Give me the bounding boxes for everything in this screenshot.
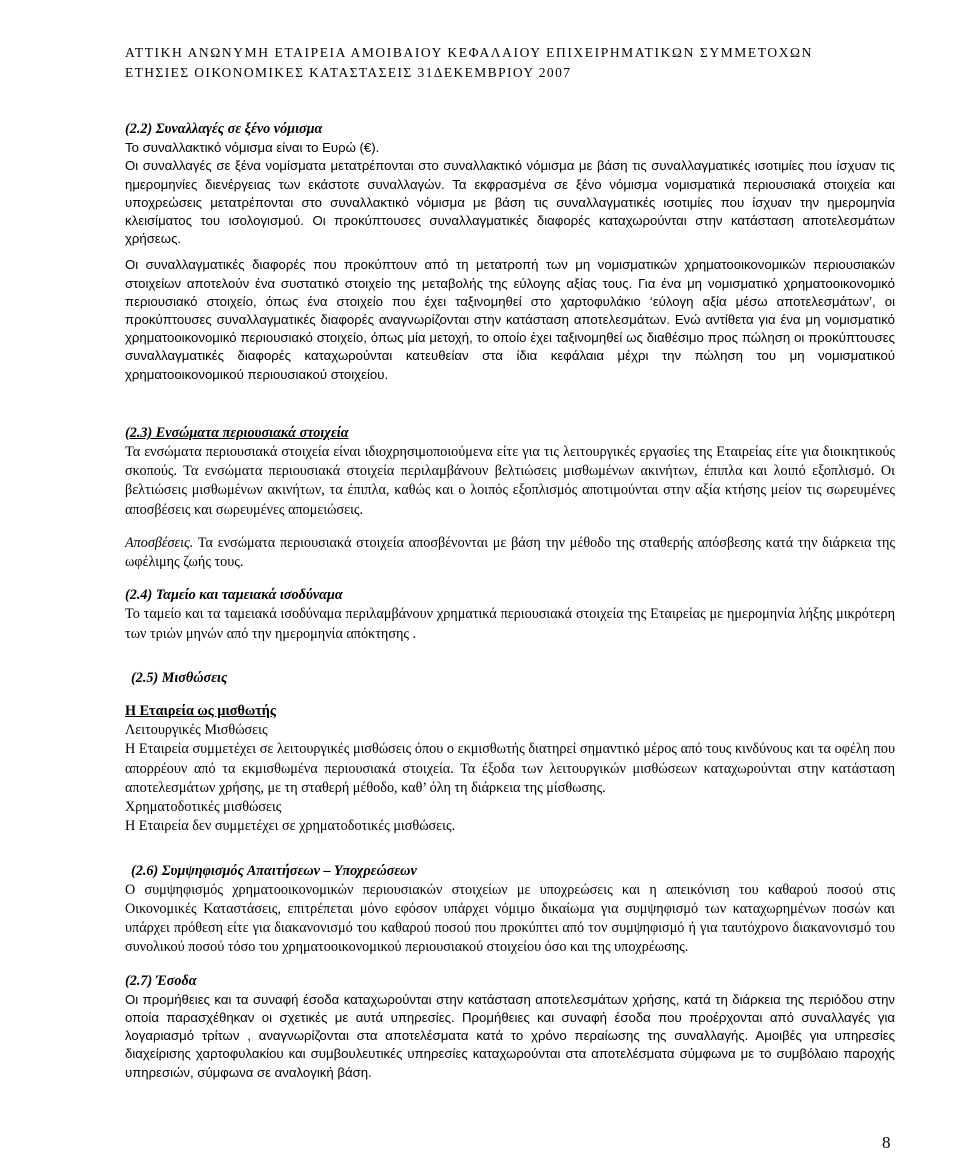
page-number: 8 [882, 1133, 891, 1152]
document-body [125, 120, 895, 1082]
page-header [125, 44, 925, 82]
section-heading-2-3: (2.3) Ενσώματα περιουσιακά στοιχεία [125, 424, 349, 441]
paragraph: Λειτουργικές Μισθώσεις [125, 722, 268, 739]
header-company-name: ΑΤΤΙΚΗ ΑΝΩΝΥΜΗ ΕΤΑΙΡΕΙΑ ΑΜΟΙΒΑΙΟΥ ΚΕΦΑΛΑΙΟΥ ΕΠΙΧΕΙΡΗΜΑΤΙΚΩΝ ΣΥΜΜΕΤΟΧΩΝ [125, 45, 814, 60]
subheading-lessee: Η Εταιρεία ως μισθωτής [125, 703, 276, 720]
section-heading-2-7: (2.7) Έσοδα [125, 972, 197, 989]
paragraph: Το ταμείο και τα ταμειακά ισοδύναμα περιλαμβάνουν χρηματικά περιουσιακά στοιχεία της Εταιρείας με ημερομηνία λήξης μικρότερη των τριών μηνών από την ημερομηνία απόκτησης . [125, 606, 895, 642]
paragraph: Χρηματοδοτικές μισθώσεις [125, 799, 282, 816]
paragraph: Ο συμψηφισμός χρηματοοικονομικών περιουσιακών στοιχείων με υποχρεώσεις και η απεικόνιση του καθαρού ποσού στις Οικονομικές Καταστάσεις, επιτρέπεται μόνο εφόσον υπάρχει νόμιμο δικαίωμα για συμψηφισμό των καταχωρημένων ποσών και υπάρχει πρόθεση είτε για διακανονισμό του καθαρού ποσού που προκύπτει από τον συμψηφισμό ή για ταυτόχρονο διακανονισμό του συνολικού ποσού τόσο του χρηματοοικονομικού περιουσιακού στοιχείου όσο και της υποχρέωσης. [125, 881, 895, 956]
paragraph: Τα ενσώματα περιουσιακά στοιχεία είναι ιδιοχρησιμοποιούμενα είτε για τις λειτουργικές εργασίες της Εταιρείας είτε για διοικητικούς σκοπούς. Τα ενσώματα περιουσιακά στοιχεία περιλαμβάνουν βελτιώσεις μισθωμένων ακινήτων, έπιπλα και λοιπό εξοπλισμό. Οι βελτιώσεις μισθωμένων ακινήτων, τα έπιπλα, καθώς και ο λοιπός εξοπλισμός αποτιμούνται στην αξία κτήσης μείον τις σωρευμένες αποσβέσεις και σωρευμένες απομειώσεις. [125, 444, 895, 518]
paragraph: Το συναλλακτικό νόμισμα είναι το Ευρώ (€). [125, 140, 380, 156]
header-report-title: ΕΤΗΣΙΕΣ ΟΙΚΟΝΟΜΙΚΕΣ ΚΑΤΑΣΤΑΣΕΙΣ 31ΔΕΚΕΜΒΡΙΟΥ 2007 [125, 65, 572, 80]
section-heading-2-2: (2.2) Συναλλαγές σε ξένο νόμισμα [125, 121, 323, 137]
depreciation-label: Αποσβέσεις. [125, 534, 194, 551]
paragraph: Αποσβέσεις. Τα ενσώματα περιουσιακά στοιχεία αποσβένονται με βάση την μέθοδο της σταθερής απόσβεσης κατά την διάρκεια της ωφέλιμης ζωής τους. [125, 534, 895, 571]
section-heading-2-4: (2.4) Ταμείο και ταμειακά ισοδύναμα [125, 587, 343, 604]
paragraph: Οι συναλλαγές σε ξένα νομίσματα μετατρέπονται στο συναλλακτικό νόμισμα με βάση τις συναλλαγματικές ισοτιμίες που ίσχυαν τις ημερομηνίες διενέργειας των εκάστοτε συναλλαγών. Τα εκφρασμένα σε ξένο νόμισμα νομισματικά περιουσιακά στοιχεία και υποχρεώσεις μετατρέπονται στο συναλλακτικό νόμισμα με βάση τις συναλλαγματικές ισοτιμίες που ίσχυαν την ημερομηνία κλεισίματος του ισολογισμού. Οι προκύπτουσες συναλλαγματικές διαφορές καταχωρούνται στην κατάσταση αποτελεσμάτων χρήσεως. [125, 158, 895, 247]
paragraph: Οι προμήθειες και τα συναφή έσοδα καταχωρούνται στην κατάσταση αποτελεσμάτων χρήσης, κατά τη διάρκεια της περιόδου στην οποία παρασχέθηκαν οι σχετικές με αυτά υπηρεσίες. Προμήθειες και συναφή έσοδα που προέρχονται από συναλλαγές για λογαριασμό τρίτων , αναγνωρίζονται στα αποτελέσματα κατά το χρόνο περαίωσης της συναλλαγής. Αμοιβές για υπηρεσίες διαχείρισης χαρτοφυλακίου και συμβουλευτικές υπηρεσίες καταχωρούνται στα αποτελέσματα σύμφωνα με το συμβόλαιο παροχής υπηρεσιών, σύμφωνα σε αναλογική βάση. [125, 991, 895, 1080]
paragraph: Η Εταιρεία δεν συμμετέχει σε χρηματοδοτικές μισθώσεις. [125, 818, 456, 835]
section-heading-2-6: (2.6) Συμψηφισμός Απαιτήσεων – Υποχρεώσεων [131, 862, 417, 879]
paragraph: Η Εταιρεία συμμετέχει σε λειτουργικές μισθώσεις όπου ο εκμισθωτής διατηρεί σημαντικό μέρος από τους κινδύνους και τα οφέλη που απορρέουν από τα εκμισθωμένα περιουσιακά στοιχεία. Τα έξοδα των λειτουργικών μισθώσεων καταχωρούνται στην κατάσταση αποτελεσμάτων χρήσης, με τη σταθερή μέθοδο, καθ’ όλη τη διάρκεια της μίσθωσης. [125, 741, 895, 796]
section-heading-2-5: (2.5) Μισθώσεις [131, 669, 228, 686]
paragraph: Οι συναλλαγματικές διαφορές που προκύπτουν από τη μετατροπή των μη νομισματικών χρηματοοικονομικών περιουσιακών στοιχείων αποτελούν ένα συστατικό στοιχείο της μεταβολής της εύλογης αξίας τους. Για ένα μη νομισματικό χρηματοοικονομικό περιουσιακό στοιχείο, όπως ένα στοιχείο που έχει ταξινομηθεί στο χαρτοφυλάκιο ‘εύλογη αξία μέσω αποτελεσμάτων’, οι προκύπτουσες συναλλαγματικές διαφορές αναγνωρίζονται στην κατάσταση αποτελεσμάτων. Ενώ αντίθετα για ένα μη νομισματικό χρηματοοικονομικό περιουσιακό στοιχείο, όπως μία μετοχή, το οποίο έχει ταξινομηθεί ως διαθέσιμο προς πώληση οι προκύπτουσες συναλλαγματικές διαφορές καταχωρούνται κατευθείαν στα ίδια κεφάλαια μέχρι την πώληση του μη νομισματικού χρηματοοικονομικού περιουσιακού στοιχείου. [125, 257, 895, 382]
